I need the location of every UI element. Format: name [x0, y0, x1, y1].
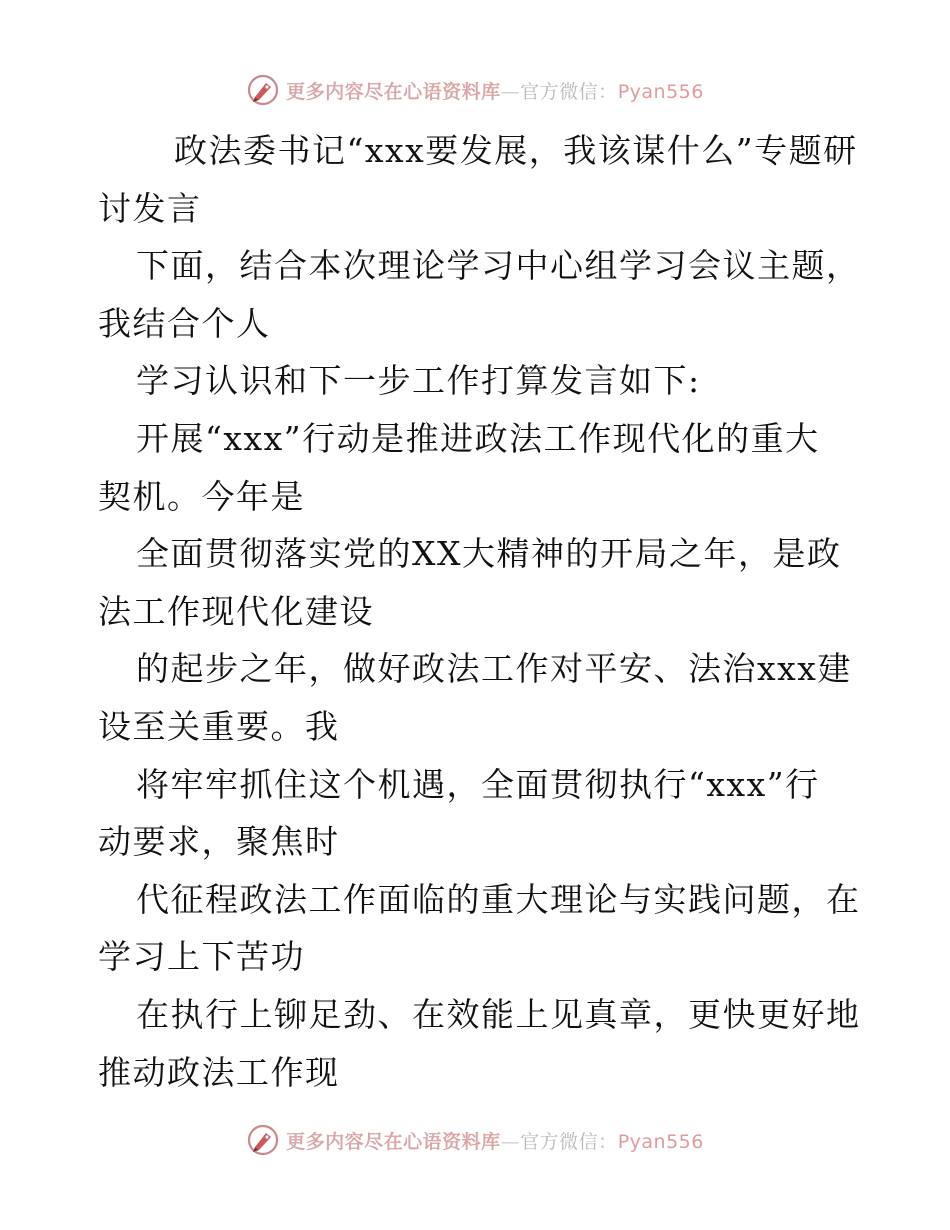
paragraph — [98, 122, 858, 237]
watermark-wechat-id: Pyan556 — [617, 80, 704, 103]
paragraph-line: 讨发言 — [98, 188, 202, 228]
paragraph-line: 契机。今年是 — [98, 476, 305, 516]
header-watermark — [0, 68, 950, 112]
paragraph-line: 的起步之年，做好政法工作对平安、法治xxx建 — [136, 649, 852, 689]
paragraph — [98, 352, 858, 410]
pen-nib-logo-icon — [246, 1123, 280, 1157]
paragraph-line: 下面，结合本次理论学习中心组学习会议主题， — [136, 246, 861, 286]
paragraph — [98, 237, 861, 352]
paragraph — [98, 640, 858, 755]
paragraph — [98, 871, 861, 986]
paragraph-line: 全面贯彻落实党的XX大精神的开局之年，是政 — [136, 534, 842, 574]
watermark-wechat-id: Pyan556 — [617, 1130, 704, 1153]
watermark-label: 官方微信： — [520, 80, 618, 103]
paragraph-line: 政法委书记“xxx要发展，我该谋什么”专题研 — [174, 131, 858, 170]
paragraph-line: 开展“xxx”行动是推进政法工作现代化的重大 — [136, 418, 820, 458]
paragraph-line: 将牢牢抓住这个机遇，全面贯彻执行“xxx”行 — [136, 764, 820, 804]
paragraph-line: 在执行上铆足劲、在效能上见真章，更快更好地 — [136, 994, 861, 1034]
pen-nib-logo-icon — [246, 73, 280, 107]
paragraph-line: 我结合个人 — [98, 303, 271, 343]
paragraph-line: 推动政法工作现 — [98, 1052, 340, 1092]
watermark-label: 官方微信： — [520, 1130, 618, 1153]
watermark-separator: — — [500, 1130, 521, 1153]
watermark-text — [286, 1127, 704, 1154]
footer-watermark — [0, 1118, 950, 1162]
paragraph-line: 代征程政法工作面临的重大理论与实践问题，在 — [136, 879, 861, 919]
paragraph-line: 法工作现代化建设 — [98, 591, 374, 631]
paragraph-line: 学习认识和下一步工作打算发言如下: — [136, 361, 701, 401]
document-body — [98, 122, 861, 1101]
paragraph-line: 设至关重要。我 — [98, 706, 340, 746]
paragraph — [98, 986, 861, 1101]
paragraph-line: 动要求，聚焦时 — [98, 822, 340, 862]
watermark-separator: — — [500, 80, 521, 103]
watermark-main-text: 更多内容尽在心语资料库 — [286, 80, 501, 103]
paragraph — [98, 410, 858, 525]
paragraph — [98, 525, 858, 640]
watermark-text — [286, 77, 704, 104]
paragraph — [98, 756, 858, 871]
paragraph-line: 学习上下苦功 — [98, 937, 305, 977]
watermark-main-text: 更多内容尽在心语资料库 — [286, 1130, 501, 1153]
